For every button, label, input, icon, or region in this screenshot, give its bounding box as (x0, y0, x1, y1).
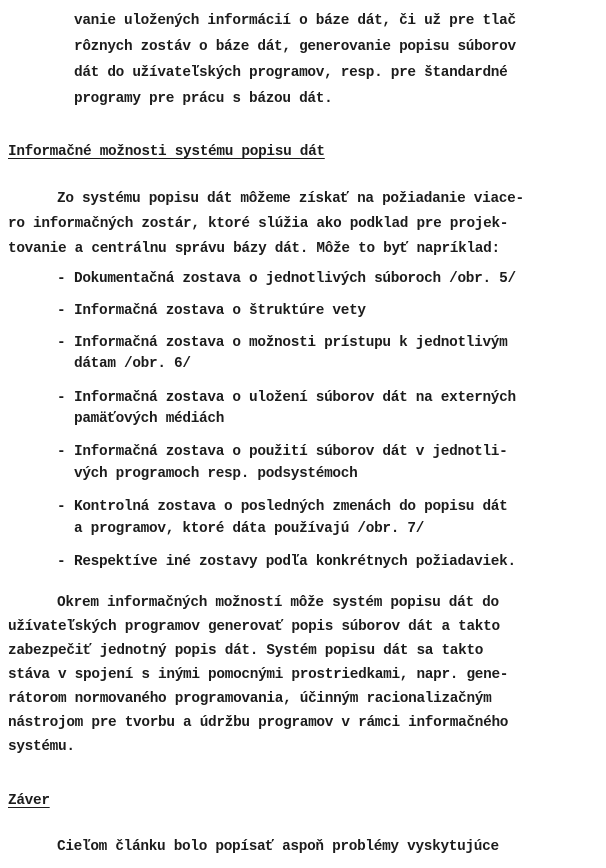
list-item-3-line-1: Informačná zostava o možnosti prístupu k jednotlivým (74, 335, 508, 351)
closing-line-5: rátorom normovaného programovania, účinným racionalizačným (8, 691, 492, 707)
list-bullet: - (57, 335, 66, 351)
intro-line-3: dát do užívateľských programov, resp. pre štandardné (74, 65, 508, 81)
list-item-3-line-2: dátam /obr. 6/ (74, 356, 191, 372)
section-heading-zaver: Záver (8, 793, 50, 809)
list-item-5-line-1: Informačná zostava o použití súborov dát v jednotli- (74, 444, 508, 460)
list-bullet: - (57, 271, 66, 287)
list-bullet: - (57, 444, 66, 460)
closing-line-4: stáva v spojení s inými pomocnými prostriedkami, napr. gene- (8, 667, 509, 683)
list-item-2-line-1: Informačná zostava o štruktúre vety (74, 303, 366, 319)
section-intro-line-3: tovanie a centrálnu správu bázy dát. Môže to byť napríklad: (8, 241, 500, 257)
section-heading-informacne: Informačné možnosti systému popisu dát (8, 144, 325, 160)
closing-line-2: užívateľských programov generovať popis súborov dát a takto (8, 619, 500, 635)
list-item-1-line-1: Dokumentačná zostava o jednotlivých súboroch /obr. 5/ (74, 271, 516, 287)
intro-line-2: rôznych zostáv o báze dát, generovanie popisu súborov (74, 39, 516, 55)
section-intro-line-1: Zo systému popisu dát môžeme získať na požiadanie viace- (57, 191, 524, 207)
list-item-6-line-1: Kontrolná zostava o posledných zmenách do popisu dát (74, 499, 508, 515)
intro-line-1: vanie uložených informácií o báze dát, či už pre tlač (74, 13, 516, 29)
closing-line-3: zabezpečiť jednotný popis dát. Systém popisu dát sa takto (8, 643, 484, 659)
intro-line-4: programy pre prácu s bázou dát. (74, 91, 333, 107)
zaver-line-1: Cieľom článku bolo popísať aspoň problémy vyskytujúce (57, 839, 499, 855)
list-bullet: - (57, 303, 66, 319)
list-item-4-line-1: Informačná zostava o uložení súborov dát na externých (74, 390, 516, 406)
list-bullet: - (57, 390, 66, 406)
list-item-7-line-1: Respektíve iné zostavy podľa konkrétnych požiadaviek. (74, 554, 516, 570)
list-item-4-line-2: pamäťových médiách (74, 411, 225, 427)
closing-line-1: Okrem informačných možností môže systém popisu dát do (57, 595, 499, 611)
closing-line-7: systému. (8, 739, 75, 755)
closing-line-6: nástrojom pre tvorbu a údržbu programov v rámci informačného (8, 715, 509, 731)
section-intro-line-2: ro informačných zostár, ktoré slúžia ako podklad pre projek- (8, 216, 509, 232)
list-bullet: - (57, 499, 66, 515)
list-item-6-line-2: a programov, ktoré dáta používajú /obr. 7/ (74, 521, 425, 537)
list-item-5-line-2: vých programoch resp. podsystémoch (74, 466, 358, 482)
list-bullet: - (57, 554, 66, 570)
